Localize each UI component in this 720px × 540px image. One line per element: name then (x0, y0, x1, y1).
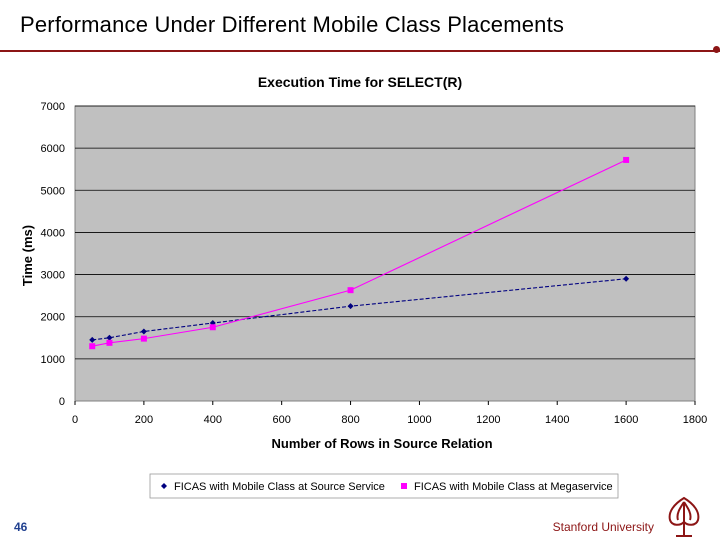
x-tick-label: 0 (71, 414, 79, 426)
slide-title: Performance Under Different Mobile Class Placements (20, 12, 565, 37)
data-point-series-2 (106, 340, 112, 346)
x-tick-label: 200 (134, 414, 154, 426)
y-tick-label: 1000 (40, 353, 65, 366)
data-point-series-2 (348, 287, 354, 293)
x-axis-label: Number of Rows in Source Relation (271, 436, 493, 451)
y-tick-label: 4000 (40, 227, 65, 240)
divider-end-dot (713, 46, 720, 53)
chart-title: Execution Time for SELECT(R) (257, 74, 463, 90)
y-tick-label: 0 (58, 396, 65, 408)
stanford-tree-logo-icon (660, 496, 708, 540)
data-point-series-2 (141, 336, 147, 342)
data-point-series-2 (89, 343, 95, 349)
data-point-series-2 (210, 324, 216, 330)
x-tick-label: 600 (272, 414, 291, 426)
page-number: 46 (14, 520, 28, 534)
y-axis-label: Time (ms) (20, 224, 35, 287)
data-point-series-2 (623, 157, 629, 163)
y-tick-label: 5000 (40, 185, 65, 198)
legend-label-2: FICAS with Mobile Class at Megaservice (414, 481, 613, 493)
y-tick-label: 6000 (40, 143, 65, 156)
x-tick-label: 1800 (682, 414, 708, 426)
y-tick-label: 3000 (40, 269, 65, 282)
y-tick-label: 2000 (40, 311, 65, 324)
legend-marker-2 (401, 483, 407, 489)
x-tick-label: 800 (341, 414, 360, 426)
title-divider (0, 50, 720, 52)
plot-area (75, 106, 695, 401)
x-tick-label: 1400 (544, 414, 570, 426)
footer-institution: Stanford University (552, 520, 654, 534)
x-tick-label: 1200 (476, 414, 501, 426)
x-tick-label: 1600 (613, 414, 639, 426)
line-chart (0, 60, 720, 500)
x-tick-label: 1000 (407, 414, 432, 426)
y-tick-label: 7000 (40, 101, 65, 113)
legend-label-1: FICAS with Mobile Class at Source Service (174, 481, 385, 493)
x-tick-label: 400 (203, 414, 222, 426)
